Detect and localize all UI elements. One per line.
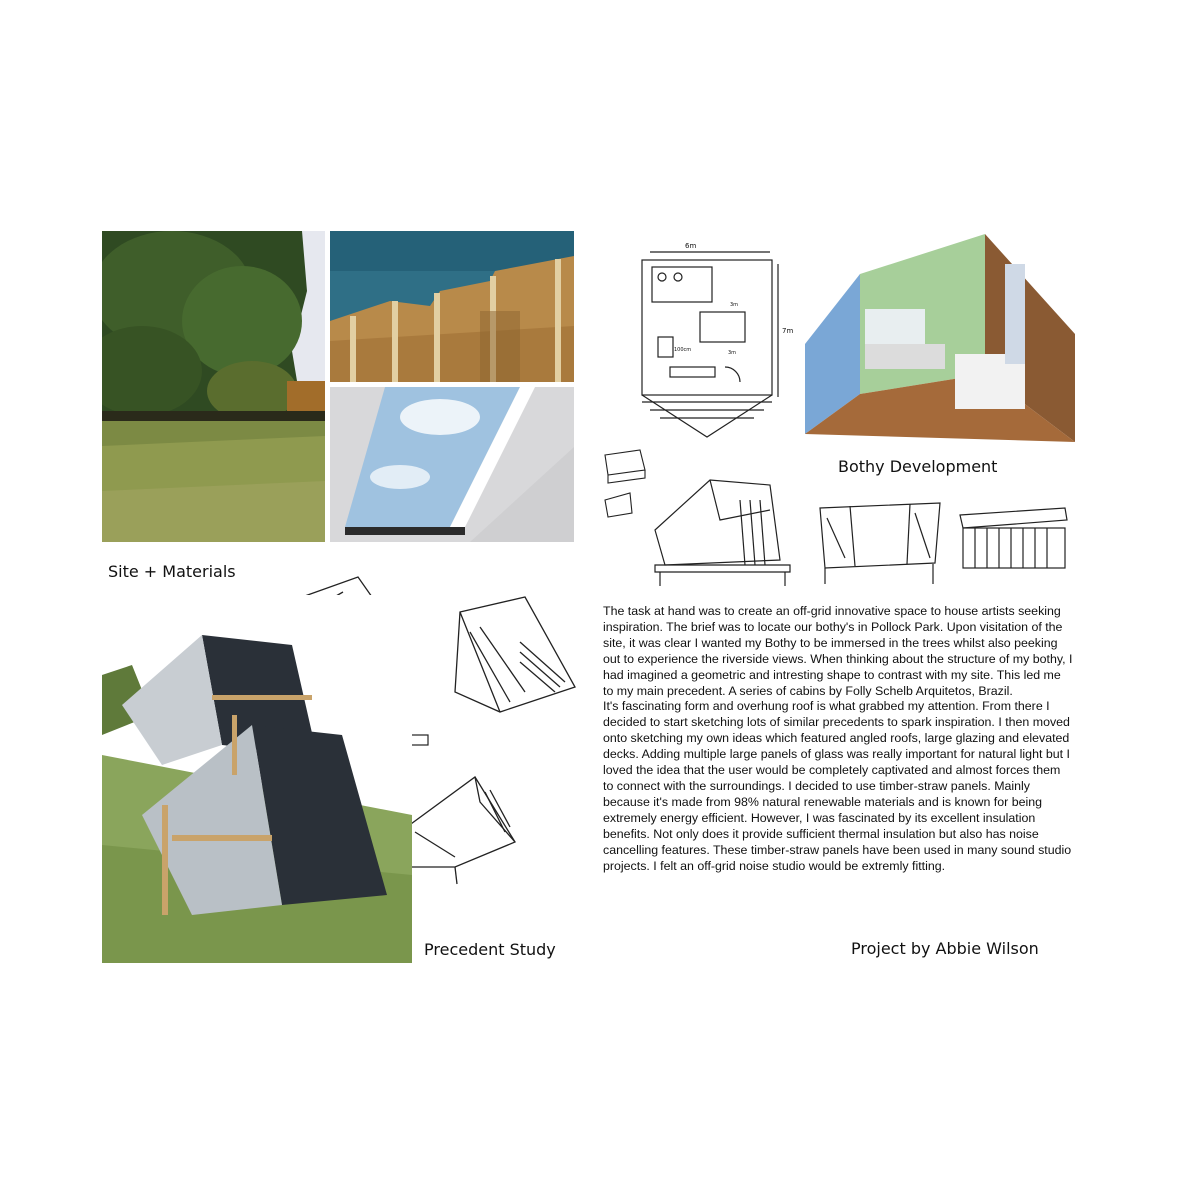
- concept-sketch-cabin-deck: [650, 470, 810, 588]
- floor-plan-sketch: [630, 242, 800, 452]
- description-paragraph-1: The task at hand was to create an off-grid innovative space to house artists seeking inspiration. The brief was to locate our bothy's in Pollock Park. Upon visitation of the site, it was clear I wanted my Bothy to be immersed in the trees whilst also peeking out to experience the riverside views. When thinking about the structure of my bothy, I had imagined a geometric and intresting shape to contrast with my site. This led me to my main precedent. A series of cabins by Folly Schelb Arquitetos, Brazil.: [603, 604, 1073, 698]
- precedent-sketch-aframe: [440, 592, 580, 742]
- interior-render-sketch: [805, 234, 1075, 442]
- plan-depth-label: 7m: [782, 327, 794, 335]
- author-caption: Project by Abbie Wilson: [851, 939, 1039, 958]
- straw-panels-photo: [330, 231, 574, 382]
- site-materials-caption: Site + Materials: [108, 562, 236, 581]
- plan-width-label: 6m: [685, 242, 697, 250]
- precedent-sketch-wedge: [395, 772, 520, 887]
- site-photo-trees: [102, 231, 325, 542]
- precedent-study-caption: Precedent Study: [424, 940, 556, 959]
- description-paragraph-2: It's fascinating form and overhung roof is what grabbed my attention. From there I decided to start sketching lots of similar precedents to spark inspiration. I then moved onto sketching my own ideas which featured angled roofs, large glazing and elevated decks. Adding multiple large panels of glass was really important for natural light but I loved the idea that the user would be completely captivated and almost forces them to connect with the surroundings. I decided to use timber-straw panels. Mainly because it's made from 98% natural renewable materials and is known for being extremely energy efficient. However, I was fascinated by its excellent insulation benefits. Not only does it provide sufficient thermal insulation but also has noise cancelling features. These timber-straw panels have been used in many sound studio projects. I felt an off-grid noise studio would be extremly fitting.: [603, 699, 1072, 873]
- concept-sketch-front-elevation: [955, 500, 1075, 575]
- concept-sketch-small-blocks: [600, 445, 650, 520]
- skylight-photo: [330, 387, 574, 542]
- concept-sketch-side-elevation: [815, 488, 945, 586]
- plan-dim-b-label: 3m: [728, 350, 737, 356]
- precedent-cabin-photo: [102, 595, 412, 963]
- bothy-development-caption: Bothy Development: [838, 457, 998, 476]
- plan-dim-c-label: 3m: [730, 302, 739, 308]
- plan-dim-a-label: 100cm: [674, 347, 692, 353]
- project-description: [603, 604, 1073, 874]
